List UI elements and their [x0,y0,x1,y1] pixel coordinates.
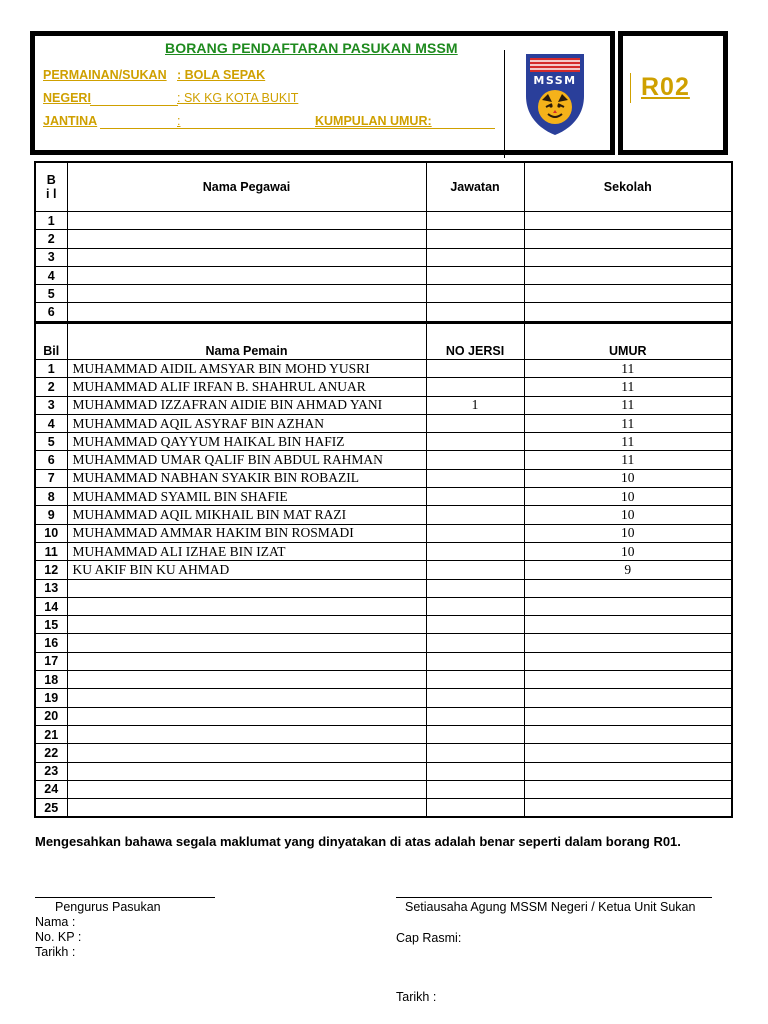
player-age-cell: 10 [524,469,732,487]
player-age-cell: 11 [524,451,732,469]
player-age-cell: 11 [524,360,732,378]
player-name-cell [67,616,426,634]
player-row [35,579,732,597]
player-name-cell [67,780,426,798]
player-row [35,762,732,780]
header-divider [504,50,505,158]
player-age-cell [524,597,732,615]
player-age-cell [524,671,732,689]
player-row-number: 5 [35,433,67,451]
right-sig-tarikh: Tarikh : [396,990,437,1004]
officials-row [35,303,732,322]
official-sekolah-cell [524,303,732,322]
player-row-number: 15 [35,616,67,634]
player-jersey-cell [426,433,524,451]
player-jersey-cell [426,378,524,396]
player-row-number: 11 [35,542,67,560]
label-permainan: PERMAINAN/SUKAN [43,68,167,82]
left-sig-nokp: No. KP : [35,930,82,944]
player-age-cell: 11 [524,378,732,396]
player-row-number: 3 [35,396,67,414]
player-row [35,360,732,378]
official-jawatan-cell [426,266,524,284]
players-header-age: UMUR [524,323,732,360]
officials-row [35,230,732,248]
player-age-cell [524,780,732,798]
player-jersey-cell [426,451,524,469]
player-age-cell [524,616,732,634]
player-jersey-cell [426,780,524,798]
officials-row-number: 3 [35,248,67,266]
player-age-cell [524,762,732,780]
player-name-cell [67,579,426,597]
player-name-cell [67,799,426,818]
player-row-number: 16 [35,634,67,652]
official-sekolah-cell [524,212,732,230]
players-header-jersey: NO JERSI [426,323,524,360]
player-jersey-cell [426,488,524,506]
officials-header-jawatan: Jawatan [426,162,524,212]
form-code-bar [630,73,631,103]
official-sekolah-cell [524,285,732,303]
player-name-cell: MUHAMMAD QAYYUM HAIKAL BIN HAFIZ [67,433,426,451]
players-table [34,322,733,818]
player-name-cell: KU AKIF BIN KU AHMAD [67,561,426,579]
player-row [35,634,732,652]
player-jersey-cell [426,360,524,378]
player-jersey-cell [426,707,524,725]
player-name-cell [67,597,426,615]
player-age-cell: 9 [524,561,732,579]
players-header-row [35,323,732,360]
player-row [35,707,732,725]
jantina-underline [100,128,495,129]
label-negeri: NEGERI [43,91,91,105]
left-signature-line [35,897,215,898]
form-code: R02 [641,73,690,101]
player-age-cell: 10 [524,542,732,560]
value-permainan: : BOLA SEPAK [177,68,266,82]
player-row [35,597,732,615]
left-sig-title: Pengurus Pasukan [55,900,161,914]
player-age-cell: 10 [524,506,732,524]
player-row-number: 24 [35,780,67,798]
official-name-cell [67,266,426,284]
officials-row [35,285,732,303]
player-row [35,689,732,707]
mssm-logo [524,52,586,137]
player-row-number: 14 [35,597,67,615]
official-jawatan-cell [426,212,524,230]
player-row-number: 8 [35,488,67,506]
player-row [35,542,732,560]
player-jersey-cell [426,725,524,743]
player-row-number: 2 [35,378,67,396]
player-jersey-cell: 1 [426,396,524,414]
player-row [35,652,732,670]
player-row-number: 18 [35,671,67,689]
player-row [35,414,732,432]
player-age-cell: 10 [524,524,732,542]
player-row [35,744,732,762]
official-name-cell [67,212,426,230]
player-row [35,780,732,798]
player-row-number: 6 [35,451,67,469]
player-name-cell [67,689,426,707]
player-name-cell [67,744,426,762]
label-jantina: JANTINA [43,114,98,128]
player-jersey-cell [426,652,524,670]
official-sekolah-cell [524,230,732,248]
player-row-number: 10 [35,524,67,542]
player-name-cell: MUHAMMAD AQIL MIKHAIL BIN MAT RAZI [67,506,426,524]
value-negeri: : SK KG KOTA BUKIT [177,91,299,105]
player-name-cell [67,671,426,689]
left-sig-tarikh: Tarikh : [35,945,76,959]
player-jersey-cell [426,506,524,524]
value-jantina: : [177,114,181,128]
player-row [35,561,732,579]
officials-row-number: 6 [35,303,67,322]
officials-header-sekolah: Sekolah [524,162,732,212]
player-row [35,451,732,469]
player-age-cell: 10 [524,488,732,506]
officials-table [34,161,733,323]
officials-row [35,212,732,230]
svg-text:MSSM: MSSM [533,74,577,87]
player-row [35,396,732,414]
officials-row [35,248,732,266]
player-row-number: 4 [35,414,67,432]
player-row [35,433,732,451]
player-name-cell [67,762,426,780]
player-row-number: 7 [35,469,67,487]
right-sig-title: Setiausaha Agung MSSM Negeri / Ketua Unit Sukan [405,900,696,914]
player-jersey-cell [426,561,524,579]
player-name-cell: MUHAMMAD AIDIL AMSYAR BIN MOHD YUSRI [67,360,426,378]
officials-row-number: 2 [35,230,67,248]
officials-row [35,266,732,284]
official-jawatan-cell [426,303,524,322]
players-header-name: Nama Pemain [67,323,426,360]
player-name-cell: MUHAMMAD IZZAFRAN AIDIE BIN AHMAD YANI [67,396,426,414]
officials-row-number: 4 [35,266,67,284]
player-age-cell: 11 [524,396,732,414]
official-name-cell [67,230,426,248]
player-name-cell: MUHAMMAD AMMAR HAKIM BIN ROSMADI [67,524,426,542]
player-row [35,524,732,542]
player-row-number: 22 [35,744,67,762]
player-age-cell [524,634,732,652]
official-jawatan-cell [426,230,524,248]
player-row [35,506,732,524]
player-row [35,799,732,818]
player-jersey-cell [426,689,524,707]
player-jersey-cell [426,542,524,560]
player-row-number: 20 [35,707,67,725]
officials-header-row [35,162,732,212]
player-age-cell [524,799,732,818]
player-jersey-cell [426,762,524,780]
player-name-cell [67,634,426,652]
form-title: BORANG PENDAFTARAN PASUKAN MSSM [165,40,458,56]
player-row-number: 12 [35,561,67,579]
player-age-cell [524,744,732,762]
negeri-underline [90,105,178,106]
player-age-cell [524,725,732,743]
player-jersey-cell [426,579,524,597]
officials-header-name: Nama Pegawai [67,162,426,212]
player-row-number: 21 [35,725,67,743]
confirmation-text: Mengesahkan bahawa segala maklumat yang dinyatakan di atas adalah benar seperti dalam borang R01. [35,834,681,849]
player-row-number: 19 [35,689,67,707]
official-name-cell [67,303,426,322]
official-jawatan-cell [426,248,524,266]
official-sekolah-cell [524,248,732,266]
officials-row-number: 1 [35,212,67,230]
player-row-number: 13 [35,579,67,597]
player-row [35,378,732,396]
player-row-number: 17 [35,652,67,670]
right-sig-cap: Cap Rasmi: [396,931,462,945]
player-jersey-cell [426,799,524,818]
official-sekolah-cell [524,266,732,284]
player-name-cell: MUHAMMAD ALIF IRFAN B. SHAHRUL ANUAR [67,378,426,396]
label-kumpulan-umur: KUMPULAN UMUR: [315,114,432,128]
player-age-cell [524,707,732,725]
player-jersey-cell [426,524,524,542]
player-age-cell [524,689,732,707]
player-jersey-cell [426,671,524,689]
player-name-cell: MUHAMMAD AQIL ASYRAF BIN AZHAN [67,414,426,432]
player-jersey-cell [426,744,524,762]
player-row-number: 1 [35,360,67,378]
player-jersey-cell [426,634,524,652]
player-jersey-cell [426,597,524,615]
players-header-bil: Bil [35,323,67,360]
player-row-number: 23 [35,762,67,780]
player-age-cell [524,579,732,597]
player-row [35,725,732,743]
player-name-cell [67,707,426,725]
left-sig-nama: Nama : [35,915,76,929]
right-signature-line [396,897,712,898]
player-name-cell [67,725,426,743]
player-row-number: 9 [35,506,67,524]
player-age-cell [524,652,732,670]
player-jersey-cell [426,616,524,634]
player-row [35,616,732,634]
official-name-cell [67,285,426,303]
player-row [35,469,732,487]
player-name-cell: MUHAMMAD ALI IZHAE BIN IZAT [67,542,426,560]
player-name-cell [67,652,426,670]
player-age-cell: 11 [524,414,732,432]
player-name-cell: MUHAMMAD UMAR QALIF BIN ABDUL RAHMAN [67,451,426,469]
officials-header-bil: Bi l [35,162,67,212]
player-row [35,488,732,506]
player-row [35,671,732,689]
player-name-cell: MUHAMMAD NABHAN SYAKIR BIN ROBAZIL [67,469,426,487]
official-jawatan-cell [426,285,524,303]
player-age-cell: 11 [524,433,732,451]
player-jersey-cell [426,414,524,432]
player-row-number: 25 [35,799,67,818]
player-name-cell: MUHAMMAD SYAMIL BIN SHAFIE [67,488,426,506]
official-name-cell [67,248,426,266]
player-jersey-cell [426,469,524,487]
officials-row-number: 5 [35,285,67,303]
